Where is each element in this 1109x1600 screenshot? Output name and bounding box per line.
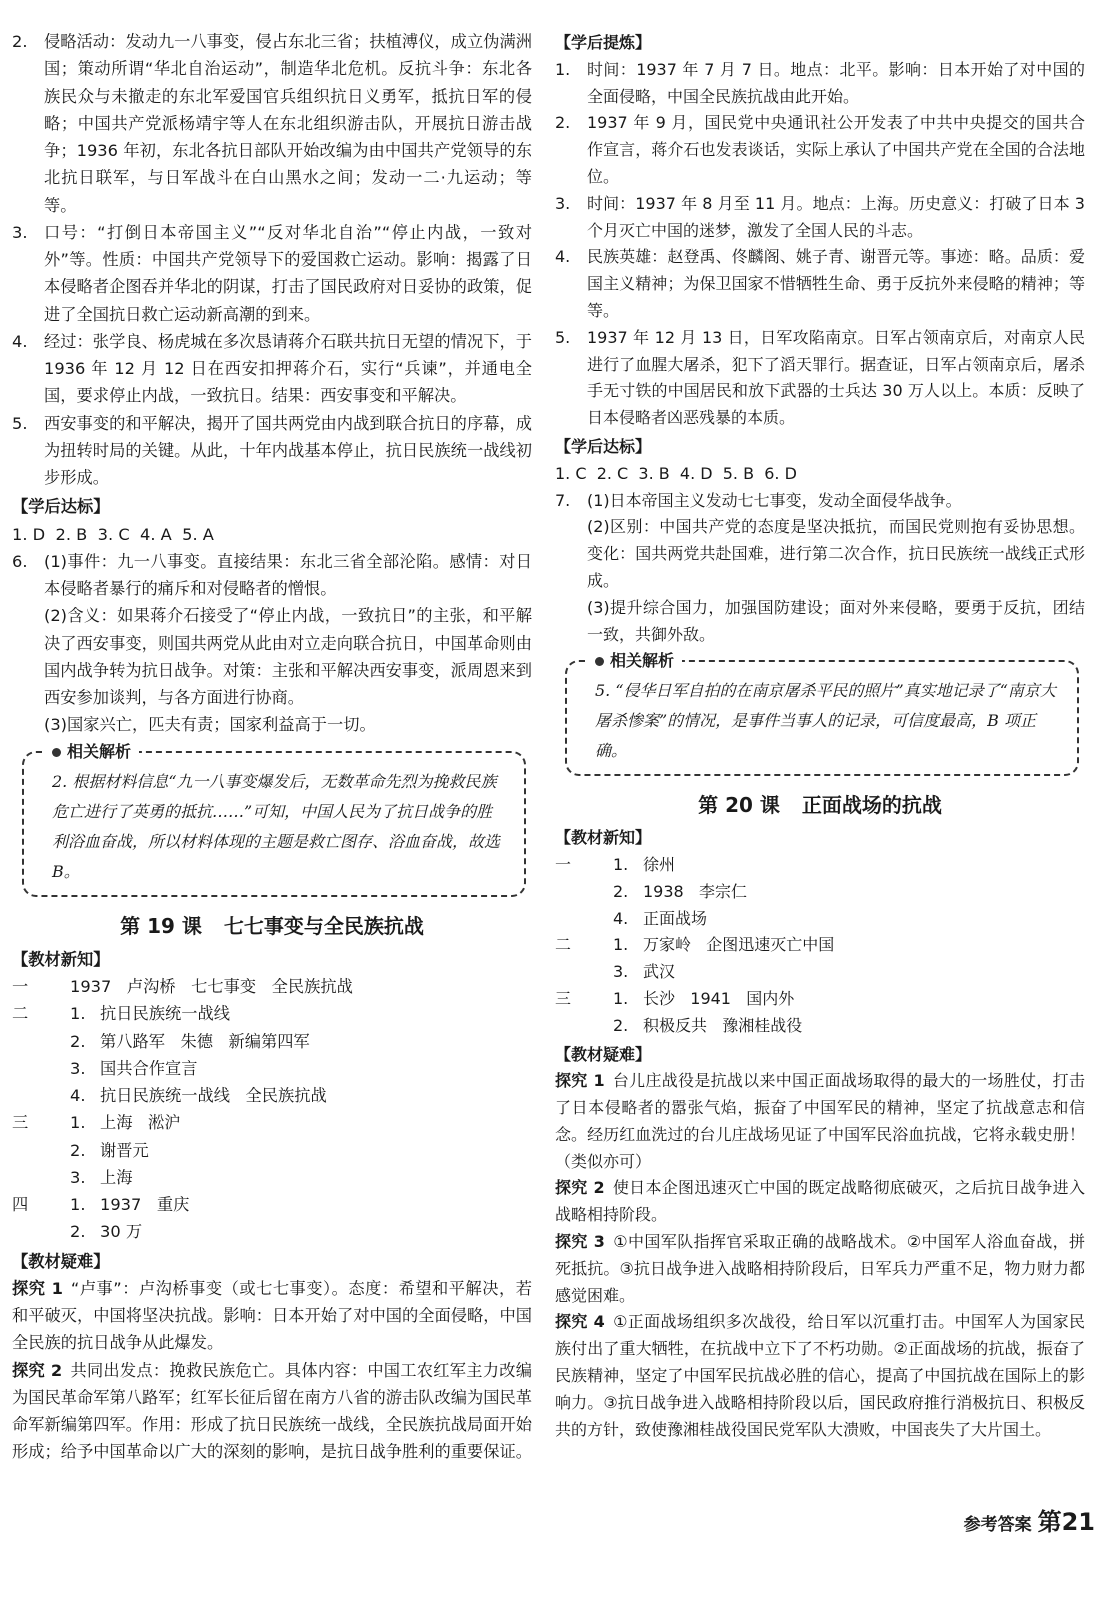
explore-item bbox=[12, 1275, 532, 1357]
item-text: 武汉 bbox=[643, 962, 676, 982]
analysis-text: 5. “侵华日军自拍的在南京屠杀平民的照片”真实地记录了“南京大屠杀惨案”的情况，是事件当事人的记录，可信度最高，B 项正确。 bbox=[595, 681, 1056, 761]
item-number: 1. bbox=[70, 1113, 86, 1133]
item-number: 4. bbox=[555, 247, 571, 267]
numbered-answer bbox=[555, 191, 1085, 245]
item-section-mark bbox=[555, 1013, 595, 1040]
lesson-title bbox=[555, 792, 1085, 819]
item-section-mark bbox=[12, 1028, 52, 1055]
explore-text: 使日本企图迅速灭亡中国的既定战略彻底破灭，之后抗日战争进入战略相持阶段。 bbox=[555, 1178, 1085, 1225]
analysis-box bbox=[565, 651, 1079, 776]
question-number: 7. bbox=[555, 490, 571, 510]
explore-item bbox=[555, 1068, 1085, 1175]
numbered-answer bbox=[555, 57, 1085, 111]
list-item bbox=[12, 1164, 532, 1191]
list-item bbox=[12, 973, 532, 1000]
item-number: 1. bbox=[613, 988, 629, 1008]
item-text: 经过：张学良、杨虎城在多次恳请蒋介石联共抗日无望的情况下，于 1936 年 12 月 12 日在西安扣押蒋介石，实行“兵谏”，并通电全国，要求停止内战，一致抗日。结果：西安事变和平解决。 bbox=[44, 331, 532, 406]
lesson-name: 正面战场的抗战 bbox=[801, 793, 942, 818]
answer-part: (2)含义：如果蒋介石接受了“停止内战，一致抗日”的主张，和平解决了西安事变，则国共两党从此由对立走向联合抗日，中国革命则由国内战争转为抗日战争。对策：主张和平解决西安事变，派周恩来到西安参加谈判，与各方面进行协商。 bbox=[44, 606, 532, 707]
analysis-text: 2. 根据材料信息“九一八事变爆发后，无数革命先烈为挽救民族危亡进行了英勇的抵抗……”可知，中国人民为了抗日战争的胜利浴血奋战，所以材料体现的主题是救亡图存、浴血奋战，故选 B。 bbox=[52, 771, 501, 881]
item-section-mark bbox=[555, 879, 595, 906]
item-section-mark: 三 bbox=[555, 988, 572, 1008]
answer-part: (2)区别：中国共产党的态度是坚决抵抗，而国民党则抱有妥协思想。变化：国共两党共赴国难，进行第二次合作，抗日民族统一战线正式形成。 bbox=[587, 517, 1085, 590]
section-heading-xuehou-dabiao: 【学后达标】 bbox=[12, 497, 110, 517]
item-text: 积极反共 豫湘桂战役 bbox=[643, 1015, 803, 1035]
item-text: 侵略活动：发动九一八事变，侵占东北三省；扶植溥仪，成立伪满洲国；策动所谓“华北自治运动”，制造华北危机。反抗斗争：东北各族民众与未撤走的东北军爱国官兵组织抗日义勇军，抵抗日军的侵略；中国共产党派杨靖宇等人在东北组织游击队，开展抗日游击战争；1936 年初，东北各抗日部队开始改编为由中国共产党领导的东北抗日联军，与日军战斗在白山黑水之间；发动一二·九运动；等等。 bbox=[44, 32, 532, 215]
explore-label: 探究 4 bbox=[555, 1312, 605, 1332]
analysis-title-text: 相关解析 bbox=[610, 651, 675, 671]
list-item bbox=[555, 986, 1085, 1013]
item-number: 2. bbox=[555, 113, 571, 133]
item-section-mark: 四 bbox=[12, 1195, 29, 1214]
item-number: 3. bbox=[555, 193, 571, 213]
item-text: 西安事变的和平解决，揭开了国共两党由内战到联合抗日的序幕，成为扭转时局的关键。从此，十年内战基本停止，抗日民族统一战线初步形成。 bbox=[44, 413, 532, 487]
section-heading-xuehou-tilian: 【学后提炼】 bbox=[555, 33, 652, 52]
question-7 bbox=[555, 488, 1085, 649]
explore-item bbox=[555, 1229, 1085, 1309]
analysis-box-title bbox=[587, 648, 682, 674]
item-number: 3. bbox=[12, 222, 28, 242]
analysis-box bbox=[22, 741, 526, 897]
analysis-title-text: 相关解析 bbox=[67, 741, 132, 761]
page-number: 第21 bbox=[1037, 1508, 1095, 1536]
item-text: 时间：1937 年 7 月 7 日。地点：北平。影响：日本开始了对中国的全面侵略，中国全民族抗战由此开始。 bbox=[587, 59, 1085, 106]
item-number: 1. bbox=[70, 1195, 86, 1214]
item-number: 3. bbox=[70, 1167, 86, 1187]
list-item bbox=[555, 959, 1085, 986]
question-number: 6. bbox=[12, 551, 28, 571]
explore-label: 探究 1 bbox=[555, 1071, 605, 1091]
left-column bbox=[12, 28, 532, 1466]
explore-label: 探究 1 bbox=[12, 1278, 63, 1298]
item-number: 3. bbox=[613, 962, 629, 982]
numbered-answer bbox=[555, 110, 1085, 190]
choice-answers: 1. C 2. C 3. B 4. D 5. B 6. D bbox=[555, 463, 797, 483]
item-text: 正面战场 bbox=[643, 908, 708, 928]
item-section-mark: 一 bbox=[555, 854, 572, 874]
item-text: 徐州 bbox=[643, 854, 676, 874]
bullet-icon bbox=[595, 657, 604, 666]
item-section-mark bbox=[12, 1082, 52, 1109]
choice-answers: 1. D 2. B 3. C 4. A 5. A bbox=[12, 524, 214, 544]
item-section-mark bbox=[555, 959, 595, 986]
answer-part: (1)事件：九一八事变。直接结果：东北三省全部沦陷。感情：对日本侵略者暴行的痛斥和对侵略者的憎恨。 bbox=[44, 551, 532, 598]
item-text: 国共合作宣言 bbox=[100, 1058, 198, 1078]
section-heading-jiaocai-xinzhi: 【教材新知】 bbox=[555, 828, 652, 848]
xinzhi-list bbox=[12, 973, 532, 1246]
item-section-mark bbox=[12, 1137, 52, 1164]
item-number: 1. bbox=[555, 59, 571, 79]
item-text: 上海 bbox=[100, 1167, 133, 1187]
item-number: 4. bbox=[12, 331, 28, 351]
explore-text: “卢事”：卢沟桥事变（或七七事变）。态度：希望和平解决，若和平破灭，中国将坚决抗战。影响：日本开始了对中国的全面侵略，中国全民族的抗日战争从此爆发。 bbox=[12, 1278, 532, 1353]
item-number: 1. bbox=[70, 1004, 86, 1024]
item-text: 时间：1937 年 8 月至 11 月。地点：上海。历史意义：打破了日本 3 个月灭亡中国的迷梦，激发了全国人民的斗志。 bbox=[587, 193, 1085, 240]
item-section-mark: 二 bbox=[555, 935, 572, 955]
list-item bbox=[555, 1013, 1085, 1040]
explore-label: 探究 2 bbox=[12, 1360, 63, 1380]
lesson-number: 第 19 课 bbox=[120, 913, 202, 938]
item-text: 抗日民族统一战线 全民族抗战 bbox=[100, 1086, 327, 1105]
lesson-title bbox=[12, 913, 532, 940]
numbered-answer bbox=[12, 328, 532, 410]
tanjiu-list bbox=[12, 1275, 532, 1466]
explore-item bbox=[555, 1175, 1085, 1229]
page-footer bbox=[964, 1502, 1095, 1537]
item-number: 2. bbox=[613, 881, 629, 901]
bullet-icon bbox=[52, 748, 61, 757]
item-number: 4. bbox=[613, 908, 629, 928]
list-item bbox=[555, 932, 1085, 959]
explore-text: 台儿庄战役是抗战以来中国正面战场取得的最大的一场胜仗，打击了日本侵略者的嚣张气焰，振奋了中国军民的精神，坚定了抗战意志和信念。经历红血洗过的台儿庄战场见证了中国军民浴血抗战，它将永载史册！（类似亦可） bbox=[555, 1071, 1085, 1171]
list-item bbox=[12, 1218, 532, 1245]
answer-part: (1)日本帝国主义发动七七事变，发动全面侵华战争。 bbox=[587, 490, 962, 510]
item-text: 长沙 1941 国内外 bbox=[643, 988, 795, 1008]
section-heading-jiaocai-yinan: 【教材疑难】 bbox=[12, 1251, 110, 1271]
item-text: 1938 李宗仁 bbox=[643, 881, 747, 901]
list-item bbox=[12, 1028, 532, 1055]
numbered-answer bbox=[12, 28, 532, 219]
list-item bbox=[12, 1055, 532, 1082]
item-number: 2. bbox=[70, 1140, 86, 1160]
list-item bbox=[12, 1191, 532, 1218]
tilian-list bbox=[555, 57, 1085, 432]
item-number: 5. bbox=[12, 413, 28, 433]
item-number: 2. bbox=[12, 32, 28, 51]
item-text: 万家岭 企图迅速灭亡中国 bbox=[643, 935, 835, 955]
item-section-mark bbox=[555, 906, 595, 933]
explore-label: 探究 3 bbox=[555, 1232, 605, 1252]
list-item bbox=[555, 852, 1085, 879]
item-section-mark bbox=[12, 1218, 52, 1245]
item-number: 2. bbox=[70, 1222, 86, 1242]
question-6 bbox=[12, 548, 532, 739]
item-text: 1937 年 12 月 13 日，日军攻陷南京。日军占领南京后，对南京人民进行了血腥大屠杀，犯下了滔天罪行。据查证，日军占领南京后，屠杀手无寸铁的中国居民和放下武器的士兵达 30 万人以上。本质：反映了日本侵略者凶恶残暴的本质。 bbox=[587, 327, 1085, 428]
item-section-mark: 三 bbox=[12, 1113, 29, 1133]
numbered-answer bbox=[12, 410, 532, 492]
explore-item bbox=[555, 1309, 1085, 1443]
lesson-name: 七七事变与全民族抗战 bbox=[223, 913, 424, 938]
section-heading-jiaocai-xinzhi: 【教材新知】 bbox=[12, 949, 110, 969]
item-text: 1937 卢沟桥 七七事变 全民族抗战 bbox=[70, 977, 353, 996]
list-item bbox=[555, 906, 1085, 933]
item-text: 口号：“打倒日本帝国主义”“反对华北自治”“停止内战，一致对外”等。性质：中国共产党领导下的爱国救亡运动。影响：揭露了日本侵略者企图吞并华北的阴谋，打击了国民政府对日妥协的政策，促进了全国抗日救亡运动新高潮的到来。 bbox=[44, 222, 532, 324]
section-heading-xuehou-dabiao: 【学后达标】 bbox=[555, 436, 652, 456]
item-text: 1937 年 9 月，国民党中央通讯社公开发表了中共中央提交的国共合作宣言，蒋介石也发表谈话，实际上承认了中国共产党在全国的合法地位。 bbox=[587, 113, 1085, 186]
xinzhi-list bbox=[555, 852, 1085, 1040]
item-section-mark bbox=[12, 1164, 52, 1191]
numbered-answer bbox=[555, 244, 1085, 324]
item-number: 4. bbox=[70, 1086, 86, 1105]
footer-label: 参考答案 bbox=[963, 1515, 1032, 1535]
item-text: 民族英雄：赵登禹、佟麟阁、姚子青、谢晋元等。事迹：略。品质：爱国主义精神；为保卫国家不惜牺牲生命、勇于反抗外来侵略的精神；等等。 bbox=[587, 247, 1085, 320]
lesson-number: 第 20 课 bbox=[698, 793, 780, 818]
item-text: 第八路军 朱德 新编第四军 bbox=[100, 1031, 310, 1051]
explore-item bbox=[12, 1357, 532, 1466]
section-heading-jiaocai-yinan: 【教材疑难】 bbox=[555, 1044, 652, 1064]
item-text: 上海 淞沪 bbox=[100, 1113, 181, 1133]
right-column bbox=[555, 28, 1085, 1443]
item-section-mark bbox=[12, 1055, 52, 1082]
item-number: 1. bbox=[613, 854, 629, 874]
answer-list bbox=[12, 28, 532, 491]
list-item bbox=[12, 1109, 532, 1136]
item-text: 谢晋元 bbox=[100, 1140, 149, 1160]
item-text: 1937 重庆 bbox=[100, 1195, 190, 1214]
item-number: 2. bbox=[70, 1031, 86, 1051]
list-item bbox=[555, 879, 1085, 906]
answer-part: (3)提升综合国力，加强国防建设；面对外来侵略，要勇于反抗，团结一致，共御外敌。 bbox=[587, 597, 1085, 644]
tanjiu-list bbox=[555, 1068, 1085, 1443]
item-text: 抗日民族统一战线 bbox=[100, 1004, 230, 1024]
analysis-box-title bbox=[44, 739, 139, 765]
item-section-mark: 二 bbox=[12, 1004, 29, 1024]
explore-label: 探究 2 bbox=[555, 1178, 605, 1198]
explore-text: ①正面战场组织多次战役，给日军以沉重打击。中国军人为国家民族付出了重大牺牲，在抗战中立下了不朽功勋。②正面战场的抗战，振奋了民族精神，坚定了中国军民抗战必胜的信心，提高了中国抗战在国际上的影响力。③抗日战争进入战略相持阶段以后，国民政府推行消极抗日、积极反共的方针，致使豫湘桂战役国民党军队大溃败，中国丧失了大片国土。 bbox=[555, 1312, 1085, 1439]
list-item bbox=[12, 1137, 532, 1164]
numbered-answer bbox=[12, 219, 532, 328]
item-text: 30 万 bbox=[100, 1222, 143, 1242]
explore-text: 共同出发点：挽救民族危亡。具体内容：中国工农红军主力改编为国民革命军第八路军；红军长征后留在南方八省的游击队改编为国民革命军新编第四军。作用：形成了抗日民族统一战线，全民族抗战局面开始形成；给予中国革命以广大的深刻的影响，是抗日战争胜利的重要保证。 bbox=[12, 1360, 533, 1462]
list-item bbox=[12, 1000, 532, 1027]
item-number: 3. bbox=[70, 1058, 86, 1078]
numbered-answer bbox=[555, 325, 1085, 432]
answer-part: (3)国家兴亡，匹夫有责；国家利益高于一切。 bbox=[44, 715, 376, 735]
item-number: 5. bbox=[555, 327, 571, 347]
explore-text: ①中国军队指挥官采取正确的战略战术。②中国军人浴血奋战，拼死抵抗。③抗日战争进入战略相持阶段后，日军兵力严重不足，物力财力都感觉困难。 bbox=[555, 1232, 1085, 1305]
item-number: 1. bbox=[613, 935, 629, 955]
list-item bbox=[12, 1082, 532, 1109]
item-section-mark: 一 bbox=[12, 977, 29, 996]
item-number: 2. bbox=[613, 1015, 629, 1035]
